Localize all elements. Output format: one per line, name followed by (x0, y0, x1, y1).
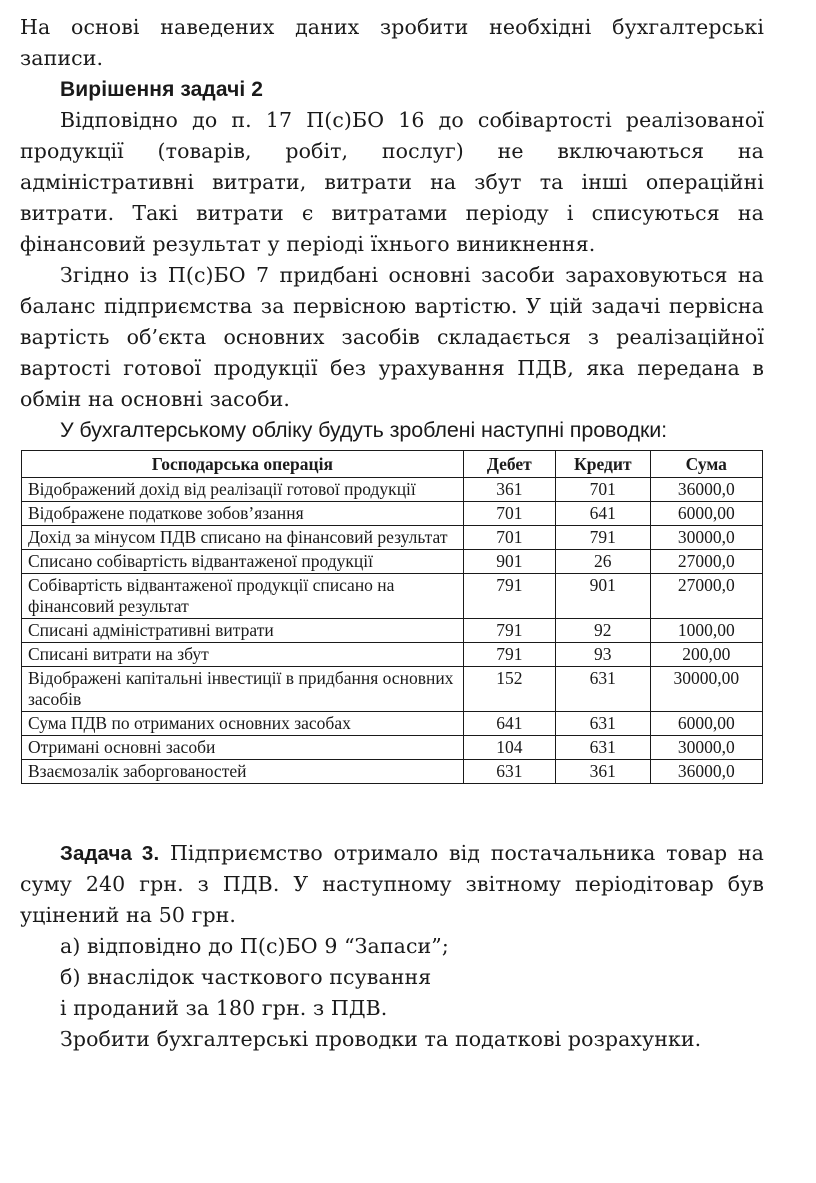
intro-paragraph: На основі наведених даних зробити необхідні бухгалтерські записи. (20, 15, 764, 70)
cell-debit: 631 (463, 760, 555, 784)
table-row (22, 712, 763, 736)
header-sum: Сума (650, 451, 762, 478)
table-row (22, 574, 763, 619)
cell-sum: 27000,0 (650, 550, 762, 574)
header-debit: Дебет (463, 451, 555, 478)
table-row (22, 643, 763, 667)
paragraph-psbo7: Згідно із П(с)БО 7 придбані основні засоби зараховуються на баланс підприємства за первісною вартістю. У цій задачі первісна вартість об’єкта основних засобів складається з реалізаційної вартості готової продукції без урахування ПДВ, яка передана в обмін на основні засоби. (20, 263, 764, 411)
cell-sum: 30000,0 (650, 526, 762, 550)
task-3-item-c: і проданий за 180 грн. з ПДВ. (60, 996, 388, 1020)
solution-heading: Вирішення задачі 2 (60, 78, 264, 101)
task-3-item-a: а) відповідно до П(с)БО 9 “Запаси”; (60, 934, 449, 958)
header-credit: Кредит (556, 451, 651, 478)
cell-operation: Отримані основні засоби (22, 736, 464, 760)
table-row (22, 478, 763, 502)
cell-operation: Відображене податкове зобов’язання (22, 502, 464, 526)
cell-debit: 791 (463, 574, 555, 619)
cell-sum: 6000,00 (650, 502, 762, 526)
cell-operation: Відображений дохід від реалізації готової продукції (22, 478, 464, 502)
task-3-closing: Зробити бухгалтерські проводки та податкові розрахунки. (60, 1027, 702, 1051)
paragraph-psbo16: Відповідно до п. 17 П(с)БО 16 до собівартості реалізованої продукції (товарів, робіт, послуг) не включаються на адміністративні витрати, витрати на збут та інші операційні витрати. Такі витрати є витратами періоду і списуються на фінансовий результат у періоді їхнього виникнення. (20, 108, 764, 256)
table-header-row (22, 451, 763, 478)
task-3-label: Задача 3. (60, 842, 160, 865)
entries-table (21, 450, 763, 784)
table-row (22, 760, 763, 784)
table-row (22, 736, 763, 760)
cell-credit: 93 (556, 643, 651, 667)
cell-debit: 361 (463, 478, 555, 502)
cell-credit: 631 (556, 667, 651, 712)
cell-credit: 641 (556, 502, 651, 526)
task-3-section (20, 838, 764, 1055)
cell-sum: 27000,0 (650, 574, 762, 619)
cell-sum: 200,00 (650, 643, 762, 667)
cell-credit: 901 (556, 574, 651, 619)
cell-credit: 701 (556, 478, 651, 502)
cell-operation: Собівартість відвантаженої продукції списано на фінансовий результат (22, 574, 464, 619)
task-3-text: Підприємство отримало від постачальника товар на суму 240 грн. з ПДВ. У наступному звітному періодітовар був уцінений на 50 грн. (20, 841, 764, 927)
cell-credit: 791 (556, 526, 651, 550)
cell-sum: 30000,0 (650, 736, 762, 760)
cell-credit: 361 (556, 760, 651, 784)
cell-debit: 701 (463, 526, 555, 550)
table-row (22, 526, 763, 550)
cell-operation: Дохід за мінусом ПДВ списано на фінансовий результат (22, 526, 464, 550)
task-3-item-b: б) внаслідок часткового псування (60, 965, 432, 989)
cell-debit: 104 (463, 736, 555, 760)
cell-credit: 631 (556, 736, 651, 760)
header-operation: Господарська операція (22, 451, 464, 478)
table-row (22, 502, 763, 526)
cell-debit: 901 (463, 550, 555, 574)
cell-operation: Відображені капітальні інвестиції в придбання основних засобів (22, 667, 464, 712)
cell-operation: Списано собівартість відвантаженої продукції (22, 550, 464, 574)
cell-debit: 791 (463, 643, 555, 667)
cell-credit: 26 (556, 550, 651, 574)
cell-sum: 1000,00 (650, 619, 762, 643)
cell-operation: Списані адміністративні витрати (22, 619, 464, 643)
table-row (22, 667, 763, 712)
cell-credit: 631 (556, 712, 651, 736)
cell-debit: 152 (463, 667, 555, 712)
cell-operation: Списані витрати на збут (22, 643, 464, 667)
task-3-paragraph (20, 838, 764, 931)
table-row (22, 550, 763, 574)
cell-debit: 791 (463, 619, 555, 643)
cell-sum: 30000,00 (650, 667, 762, 712)
cell-debit: 701 (463, 502, 555, 526)
cell-operation: Сума ПДВ по отриманих основних засобах (22, 712, 464, 736)
table-intro: У бухгалтерському обліку будуть зроблені наступні проводки: (60, 418, 668, 442)
cell-credit: 92 (556, 619, 651, 643)
document-page (20, 12, 764, 1055)
cell-sum: 36000,0 (650, 478, 762, 502)
cell-sum: 36000,0 (650, 760, 762, 784)
cell-debit: 641 (463, 712, 555, 736)
table-row (22, 619, 763, 643)
cell-operation: Взаємозалік заборгованостей (22, 760, 464, 784)
cell-sum: 6000,00 (650, 712, 762, 736)
